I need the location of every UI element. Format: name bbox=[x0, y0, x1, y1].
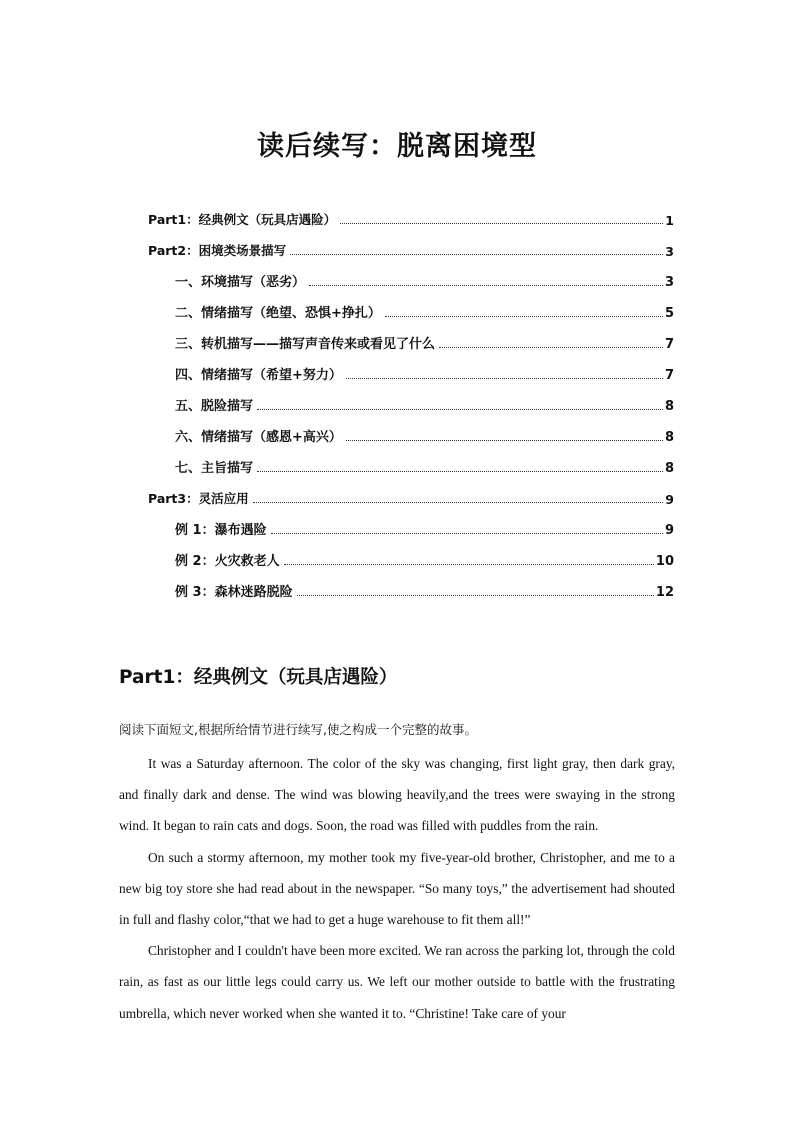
toc-leader-dots bbox=[257, 471, 663, 472]
toc-leader-dots bbox=[346, 440, 663, 441]
section-heading: Part1：经典例文（玩具店遇险） bbox=[119, 667, 398, 688]
toc-entry-label: Part1：经典例文（玩具店遇险） bbox=[148, 212, 337, 227]
toc-entry-label: 二、情绪描写（绝望、恐惧+挣扎） bbox=[175, 306, 381, 321]
toc-leader-dots bbox=[284, 564, 654, 565]
toc-entry[interactable] bbox=[148, 197, 674, 228]
toc-entry-label: 四、情绪描写（希望+努力） bbox=[175, 368, 342, 383]
story-paragraph: On such a stormy afternoon, my mother took my five-year-old brother, Christopher, and me to a new big toy store she had read about in the newspaper. “So many toys,” the advertisement had shouted in full and flashy color,“that we had to get a huge warehouse to fit them all!” bbox=[119, 849, 675, 928]
toc-leader-dots bbox=[346, 378, 663, 379]
toc-entry[interactable] bbox=[148, 290, 674, 321]
toc-entry-page: 8 bbox=[664, 399, 674, 414]
toc-entry-label: 六、情绪描写（感恩+高兴） bbox=[175, 430, 342, 445]
toc-leader-dots bbox=[253, 502, 664, 503]
toc-entry-page: 9 bbox=[665, 492, 674, 507]
toc-leader-dots bbox=[340, 223, 663, 224]
toc-entry-page: 12 bbox=[655, 585, 674, 600]
story-paragraph: It was a Saturday afternoon. The color of the sky was changing, first light gray, then dark gray, and finally dark and dense. The wind was blowing heavily,and the trees were swaying in the strong wind. It began to rain cats and dogs. Soon, the road was filled with puddles from the rain. bbox=[119, 756, 675, 834]
toc-entry[interactable] bbox=[148, 259, 674, 290]
toc-entry[interactable] bbox=[148, 352, 674, 383]
toc-leader-dots bbox=[271, 533, 663, 534]
toc-entry-page: 9 bbox=[664, 523, 674, 538]
toc-entry[interactable] bbox=[148, 507, 674, 538]
toc-entry-label: 七、主旨描写 bbox=[175, 461, 254, 476]
toc-entry[interactable] bbox=[148, 414, 674, 445]
story-text bbox=[119, 748, 675, 1029]
toc-entry-page: 7 bbox=[664, 337, 674, 352]
table-of-contents bbox=[148, 197, 674, 600]
toc-leader-dots bbox=[385, 316, 663, 317]
toc-entry[interactable] bbox=[148, 476, 674, 507]
toc-entry-page: 8 bbox=[664, 430, 674, 445]
toc-entry-page: 7 bbox=[664, 368, 674, 383]
toc-leader-dots bbox=[297, 595, 654, 596]
toc-entry-label: 例 1：瀑布遇险 bbox=[175, 523, 267, 538]
toc-entry[interactable] bbox=[148, 538, 674, 569]
toc-entry-page: 3 bbox=[665, 244, 674, 259]
toc-leader-dots bbox=[257, 409, 663, 410]
toc-entry[interactable] bbox=[148, 383, 674, 414]
section-intro: 阅读下面短文,根据所给情节进行续写,使之构成一个完整的故事。 bbox=[119, 722, 477, 737]
toc-entry-page: 8 bbox=[664, 461, 674, 476]
toc-entry[interactable] bbox=[148, 321, 674, 352]
toc-entry-label: 例 3：森林迷路脱险 bbox=[175, 585, 293, 600]
toc-entry-page: 5 bbox=[664, 306, 674, 321]
toc-entry[interactable] bbox=[148, 228, 674, 259]
toc-entry-label: 例 2：火灾救老人 bbox=[175, 554, 280, 569]
toc-entry-label: Part2：困境类场景描写 bbox=[148, 243, 287, 258]
story-paragraph: Christopher and I couldn't have been more excited. We ran across the parking lot, through the cold rain, as fast as our little legs could carry us. We left our mother outside to battle with the frustrating umbrella, which never worked when she wanted it to. “Christine! Take care of your bbox=[119, 943, 675, 1021]
toc-entry-page: 3 bbox=[664, 275, 674, 290]
document-title: 读后续写：脱离困境型 bbox=[257, 131, 537, 162]
toc-entry-label: Part3：灵活应用 bbox=[148, 491, 249, 506]
toc-entry-page: 10 bbox=[655, 554, 674, 569]
toc-entry[interactable] bbox=[148, 445, 674, 476]
toc-entry-label: 三、转机描写——描写声音传来或看见了什么 bbox=[175, 337, 436, 352]
toc-entry-label: 五、脱险描写 bbox=[175, 399, 254, 414]
toc-entry-label: 一、环境描写（恶劣） bbox=[175, 275, 306, 290]
toc-entry[interactable] bbox=[148, 569, 674, 600]
toc-leader-dots bbox=[290, 254, 663, 255]
toc-entry-page: 1 bbox=[665, 213, 674, 228]
toc-leader-dots bbox=[309, 285, 663, 286]
toc-leader-dots bbox=[439, 347, 663, 348]
